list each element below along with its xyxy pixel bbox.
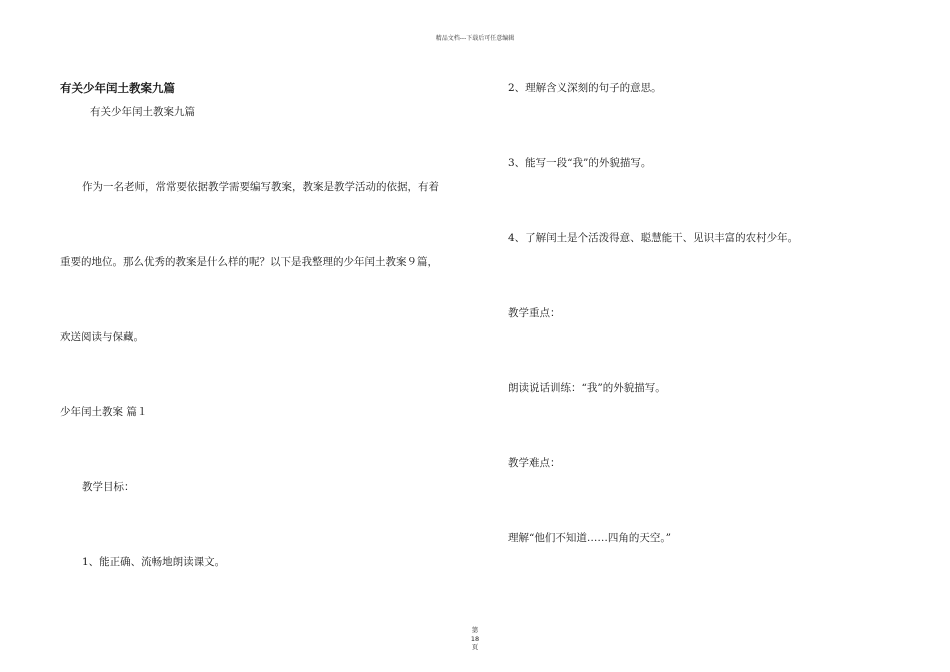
page-header: 精品文档---下载后可任意编辑: [435, 35, 515, 42]
key-points-label: 教学重点：: [508, 307, 561, 319]
objectives-label: 教学目标：: [82, 481, 135, 493]
right-column: [508, 0, 928, 672]
difficulties-label: 教学难点：: [508, 457, 561, 469]
objective-item-3: 3、能写一段“我”的外貌描写。: [508, 157, 652, 169]
page-number-suffix: 页: [471, 643, 479, 651]
intro-paragraph-line-1: 作为一名老师，常常要依据教学需要编写教案，教案是教学活动的依据，有着: [82, 181, 439, 193]
intro-paragraph-line-3: 欢送阅读与保藏。: [60, 331, 144, 343]
objective-item-4: 4、了解闰土是个活泼得意、聪慧能干、见识丰富的农村少年。: [508, 232, 799, 244]
left-column: [60, 0, 480, 672]
section-heading: 少年闰土教案 篇１: [60, 406, 148, 418]
page-footer: [0, 626, 950, 652]
page-number-prefix: 第: [471, 626, 479, 634]
document-subtitle: 有关少年闰土教案九篇: [90, 106, 195, 118]
difficulties-text: 理解“他们不知道……四角的天空。”: [508, 532, 671, 544]
page-number: 18: [470, 634, 480, 643]
key-points-text: 朗读说话训练：“我”的外貌描写。: [508, 382, 666, 394]
objective-item-1: 1、能正确、流畅地朗读课文。: [82, 556, 226, 568]
intro-paragraph-line-2: 重要的地位。那么优秀的教案是什么样的呢？以下是我整理的少年闰土教案９篇，: [60, 256, 438, 268]
objective-item-2: 2、理解含义深刻的句子的意思。: [508, 82, 662, 94]
document-title: 有关少年闰土教案九篇: [60, 81, 175, 95]
